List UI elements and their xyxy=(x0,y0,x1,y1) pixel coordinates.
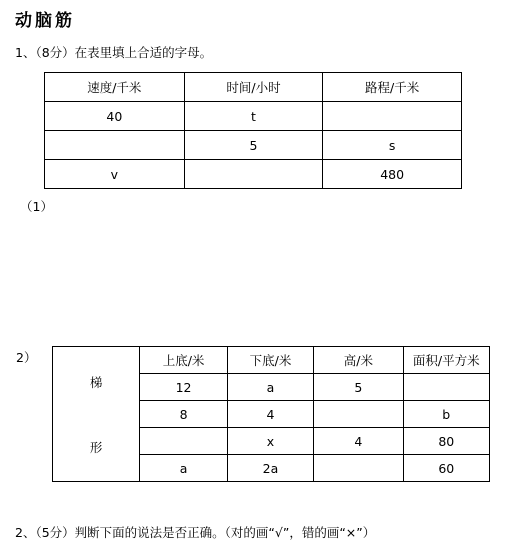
table-cell: 40 xyxy=(45,102,185,131)
table-cell: a xyxy=(140,455,227,482)
question-2-prompt: 2、（5分）判断下面的说法是否正确。（对的画“√”，错的画“×”） xyxy=(15,525,376,540)
header-speed: 速度/千米 xyxy=(45,73,185,102)
table-cell: 8 xyxy=(140,401,227,428)
table-cell: 5 xyxy=(184,131,323,160)
table-cell xyxy=(140,428,227,455)
table-cell: v xyxy=(45,160,185,189)
table-row xyxy=(45,102,462,131)
table-row xyxy=(45,160,462,189)
table-cell xyxy=(314,401,403,428)
table-cell xyxy=(184,160,323,189)
table-cell: a xyxy=(227,374,313,401)
table-cell xyxy=(323,102,462,131)
page-heading: 动脑筋 xyxy=(15,11,75,31)
header-distance: 路程/千米 xyxy=(323,73,462,102)
header-height: 高/米 xyxy=(314,347,403,374)
trapezoid-side-label xyxy=(53,347,140,482)
table-cell: 60 xyxy=(403,455,489,482)
table-cell: 2a xyxy=(227,455,313,482)
table-cell xyxy=(45,131,185,160)
part-1-label: （1） xyxy=(20,199,53,214)
table-cell: x xyxy=(227,428,313,455)
part-2-label: 2） xyxy=(16,350,37,365)
header-area: 面积/平方米 xyxy=(403,347,489,374)
table-cell: s xyxy=(323,131,462,160)
table-cell: 5 xyxy=(314,374,403,401)
table-header-row xyxy=(53,347,490,374)
table-row xyxy=(45,131,462,160)
table-cell: b xyxy=(403,401,489,428)
question-1-prompt: 1、（8分）在表里填上合适的字母。 xyxy=(15,45,213,60)
side-label-top: 梯 xyxy=(89,374,103,390)
header-top-base: 上底/米 xyxy=(140,347,227,374)
table-cell: 480 xyxy=(323,160,462,189)
table-cell: 4 xyxy=(314,428,403,455)
header-bottom-base: 下底/米 xyxy=(227,347,313,374)
table-cell xyxy=(314,455,403,482)
trapezoid-table xyxy=(52,346,490,482)
table-cell: t xyxy=(184,102,323,131)
speed-time-distance-table xyxy=(44,72,462,189)
side-label-bottom: 形 xyxy=(89,439,103,455)
header-time: 时间/小时 xyxy=(184,73,323,102)
table-header-row xyxy=(45,73,462,102)
table-cell: 80 xyxy=(403,428,489,455)
table-cell: 12 xyxy=(140,374,227,401)
table-cell xyxy=(403,374,489,401)
table-cell: 4 xyxy=(227,401,313,428)
